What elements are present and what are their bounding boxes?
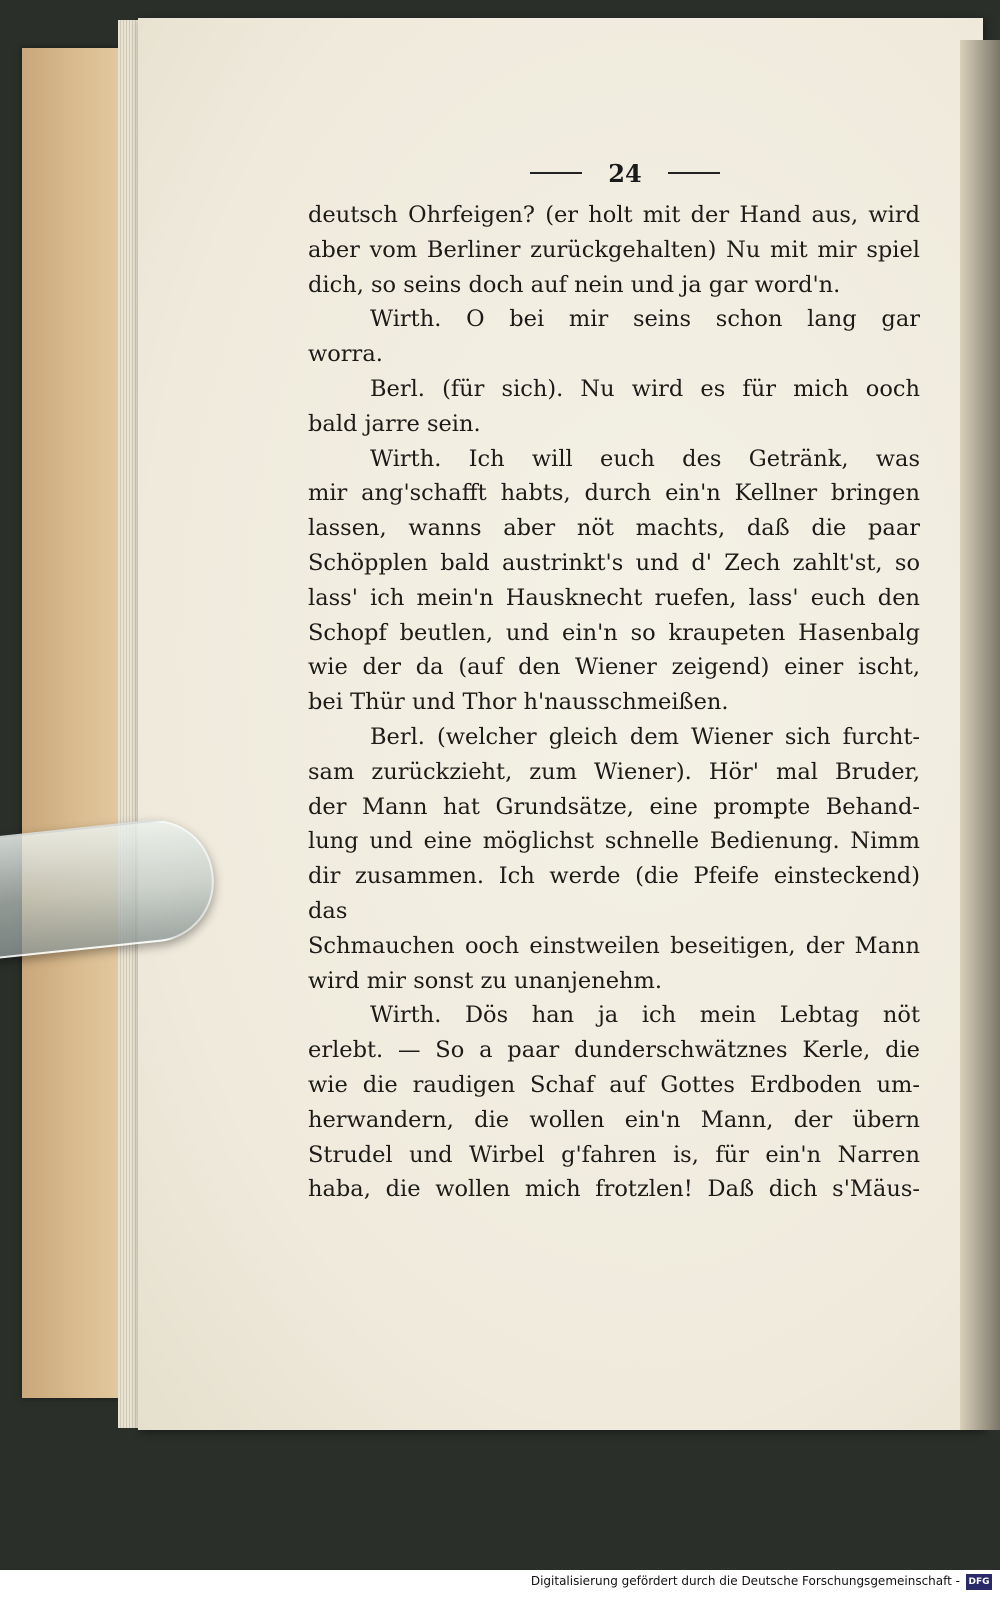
text-line: wie der da (auf den Wiener zeigend) einer ischt, [308, 654, 920, 681]
text-line: lass' ich mein'n Hausknecht ruefen, lass' euch den [308, 584, 920, 611]
text-line: herwandern, die wollen ein'n Mann, der übern [308, 1106, 920, 1133]
text-line: lung und eine möglichst schnelle Bedienung. Nimm [308, 828, 920, 855]
text-line: Schöpplen bald austrinkt's und d' Zech zahlt'st, so [308, 549, 920, 576]
text-line: wird mir sonst zu unanjenehm. [308, 967, 662, 994]
speaker-line: Berl. (für sich). Nu wird es für mich ooch [370, 375, 920, 402]
footer-credit: Digitalisierung gefördert durch die Deutsche Forschungsgemeinschaft - [530, 1574, 960, 1588]
text-line: haba, die wollen mich frotzlen! Daß dich s'Mäus- [308, 1176, 920, 1203]
speaker-line: Wirth. Ich will euch des Getränk, was [370, 445, 920, 472]
text-line: worra. [308, 341, 383, 368]
text-line: Schmauchen ooch einstweilen beseitigen, der Mann [308, 932, 920, 959]
text-line: Schopf beutlen, und ein'n so kraupeten Hasenbalg [308, 619, 920, 646]
page-header [530, 158, 720, 188]
text-line: dir zusammen. Ich werde (die Pfeife einsteckend) das [308, 863, 920, 924]
text-line: bei Thür und Thor h'nausschmeißen. [308, 689, 729, 716]
speaker-line: Wirth. Dös han ja ich mein Lebtag nöt [370, 1002, 920, 1029]
text-line: Strudel und Wirbel g'fahren is, für ein'n Narren [308, 1141, 920, 1168]
text-line: bald jarre sein. [308, 410, 481, 437]
speaker-line: Berl. (welcher gleich dem Wiener sich furcht- [370, 723, 920, 750]
text-line: wie die raudigen Schaf auf Gottes Erdboden um- [308, 1071, 920, 1098]
text-line: der Mann hat Grundsätze, eine prompte Behand- [308, 793, 920, 820]
dfg-logo: DFG [966, 1574, 992, 1590]
page-right-edge [960, 40, 1000, 1430]
text-line: mir ang'schafft habts, durch ein'n Kellner bringen [308, 480, 920, 507]
text-line: deutsch Ohrfeigen? (er holt mit der Hand aus, wird [308, 202, 920, 228]
footer-bar [0, 1570, 1000, 1598]
page-number: 24 [608, 158, 642, 188]
page-text [308, 198, 920, 1207]
header-dash-right [668, 172, 720, 174]
text-line: sam zurückzieht, zum Wiener). Hör' mal Bruder, [308, 758, 920, 785]
header-dash-left [530, 172, 582, 174]
text-line: aber vom Berliner zurückgehalten) Nu mit mir spiel [308, 236, 920, 263]
text-line: lassen, wanns aber nöt machts, daß die paar [308, 515, 920, 542]
speaker-line: Wirth. O bei mir seins schon lang gar [370, 306, 920, 333]
text-line: dich, so seins doch auf nein und ja gar word'n. [308, 271, 841, 298]
text-line: erlebt. — So a paar dunderschwätznes Kerle, die [308, 1037, 920, 1064]
